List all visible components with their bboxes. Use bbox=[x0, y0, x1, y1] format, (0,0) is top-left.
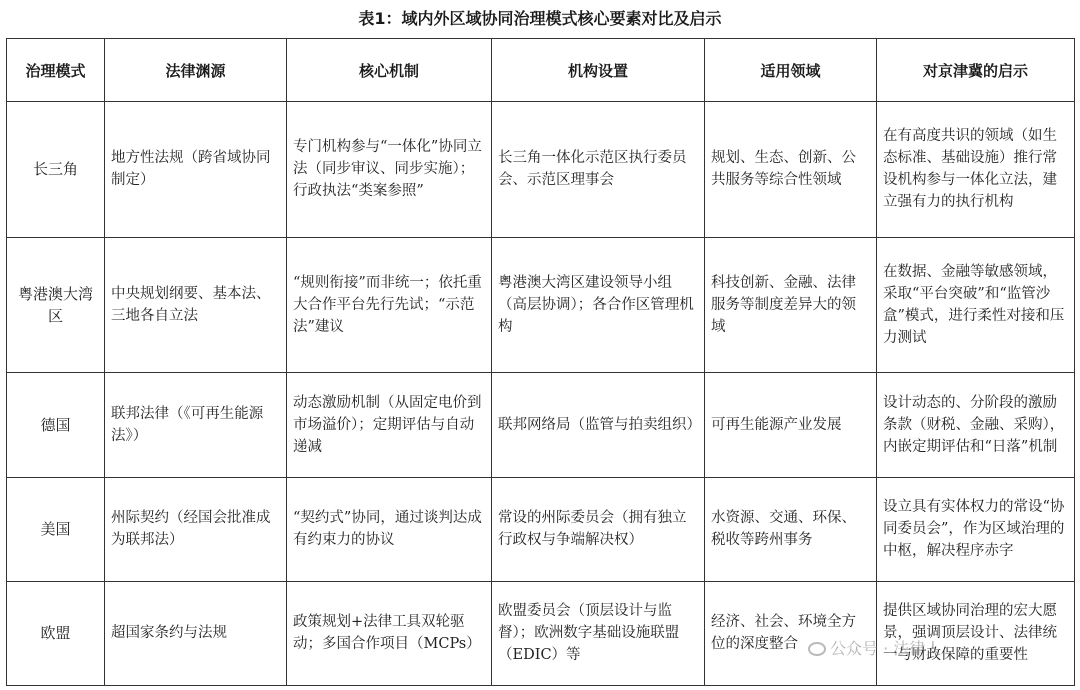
cell-mode: 长三角 bbox=[7, 102, 105, 238]
table-row bbox=[7, 102, 1075, 238]
cell-core-mechanism: “规则衔接”而非统一；依托重大合作平台先行先试；“示范法”建议 bbox=[287, 237, 492, 373]
cell-insight: 在数据、金融等敏感领域，采取“平台突破”和“监管沙盒”模式，进行柔性对接和压力测试 bbox=[877, 237, 1075, 373]
table-title: 表1：域内外区域协同治理模式核心要素对比及启示 bbox=[358, 9, 722, 28]
cell-institution: 长三角一体化示范区执行委员会、示范区理事会 bbox=[492, 102, 705, 238]
cell-applicable-field: 经济、社会、环境全方位的深度整合 bbox=[705, 581, 877, 685]
table-header-row bbox=[7, 39, 1075, 102]
cell-legal-source: 地方性法规（跨省域协同制定） bbox=[105, 102, 287, 238]
cell-core-mechanism: 动态激励机制（从固定电价到市场溢价）；定期评估与自动递减 bbox=[287, 373, 492, 477]
cell-core-mechanism: “契约式”协同，通过谈判达成有约束力的协议 bbox=[287, 477, 492, 581]
cell-insight: 提供区域协同治理的宏大愿景，强调顶层设计、法律统一与财政保障的重要性 bbox=[877, 581, 1075, 685]
comparison-table bbox=[6, 38, 1075, 686]
cell-mode: 美国 bbox=[7, 477, 105, 581]
table-row bbox=[7, 477, 1075, 581]
cell-insight: 设立具有实体权力的常设“协同委员会”，作为区域治理的中枢，解决程序赤字 bbox=[877, 477, 1075, 581]
cell-institution: 欧盟委员会（顶层设计与监督）；欧洲数字基础设施联盟（EDIC）等 bbox=[492, 581, 705, 685]
cell-mode: 德国 bbox=[7, 373, 105, 477]
header-institution: 机构设置 bbox=[492, 39, 705, 102]
cell-insight: 在有高度共识的领域（如生态标准、基础设施）推行常设机构参与一体化立法，建立强有力的执行机构 bbox=[877, 102, 1075, 238]
cell-institution: 粤港澳大湾区建设领导小组（高层协调）；各合作区管理机构 bbox=[492, 237, 705, 373]
cell-insight: 设计动态的、分阶段的激励条款（财税、金融、采购），内嵌定期评估和“日落”机制 bbox=[877, 373, 1075, 477]
watermark-text: 公众号 · 法律人 bbox=[830, 639, 942, 658]
cell-applicable-field: 科技创新、金融、法律服务等制度差异大的领域 bbox=[705, 237, 877, 373]
cell-institution: 常设的州际委员会（拥有独立行政权与争端解决权） bbox=[492, 477, 705, 581]
header-core-mechanism: 核心机制 bbox=[287, 39, 492, 102]
cell-legal-source: 州际契约（经国会批准成为联邦法） bbox=[105, 477, 287, 581]
cell-mode: 粤港澳大湾区 bbox=[7, 237, 105, 373]
cell-core-mechanism: 政策规划+法律工具双轮驱动；多国合作项目（MCPs） bbox=[287, 581, 492, 685]
cell-legal-source: 超国家条约与法规 bbox=[105, 581, 287, 685]
cell-applicable-field: 规划、生态、创新、公共服务等综合性领域 bbox=[705, 102, 877, 238]
header-mode: 治理模式 bbox=[7, 39, 105, 102]
table-row bbox=[7, 237, 1075, 373]
cell-legal-source: 联邦法律（《可再生能源法》） bbox=[105, 373, 287, 477]
header-insight: 对京津冀的启示 bbox=[877, 39, 1075, 102]
header-applicable-field: 适用领域 bbox=[705, 39, 877, 102]
cell-applicable-field: 水资源、交通、环保、税收等跨州事务 bbox=[705, 477, 877, 581]
table-row bbox=[7, 581, 1075, 685]
watermark bbox=[808, 636, 941, 659]
wechat-icon bbox=[808, 642, 826, 656]
cell-applicable-field: 可再生能源产业发展 bbox=[705, 373, 877, 477]
cell-core-mechanism: 专门机构参与“一体化”协同立法（同步审议、同步实施）；行政执法“类案参照” bbox=[287, 102, 492, 238]
cell-mode: 欧盟 bbox=[7, 581, 105, 685]
table-row bbox=[7, 373, 1075, 477]
cell-legal-source: 中央规划纲要、基本法、三地各自立法 bbox=[105, 237, 287, 373]
header-legal-source: 法律渊源 bbox=[105, 39, 287, 102]
cell-institution: 联邦网络局（监管与拍卖组织） bbox=[492, 373, 705, 477]
